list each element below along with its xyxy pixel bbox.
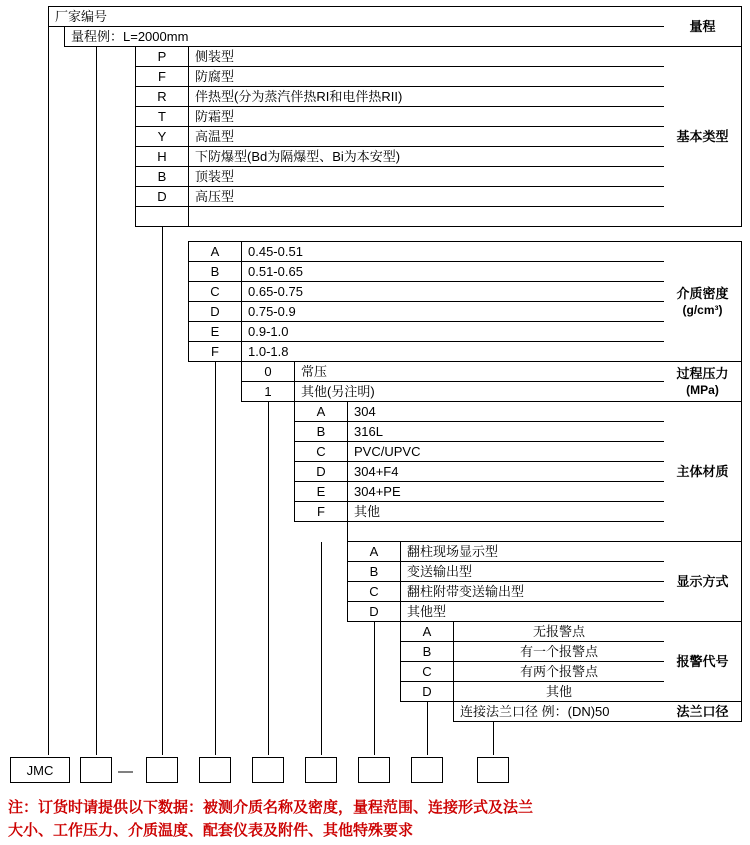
range-example-label: 量程例：L=2000mm xyxy=(71,29,189,44)
right-label-alarm xyxy=(664,621,742,702)
desc-text: 0.45-0.51 xyxy=(248,244,303,259)
code-material-A xyxy=(294,401,348,422)
code-text: D xyxy=(316,464,326,479)
right-label-range xyxy=(664,6,742,47)
code-text: E xyxy=(316,484,326,499)
right-label-text: 主体材质 xyxy=(676,464,729,479)
desc-display-D xyxy=(400,601,665,622)
desc-alarm-A xyxy=(453,621,665,642)
connector-line-alarm xyxy=(427,702,428,755)
code-text: P xyxy=(157,49,167,64)
code-text: D xyxy=(210,304,220,319)
model-separator xyxy=(118,764,133,779)
model-box-range[interactable] xyxy=(80,757,112,783)
code-text: B xyxy=(210,264,220,279)
right-label-pressure xyxy=(664,361,742,402)
right-label-text: 基本类型 xyxy=(676,129,729,144)
code-alarm-A xyxy=(400,621,454,642)
code-text: T xyxy=(158,109,166,124)
desc-material-F xyxy=(347,501,665,522)
desc-density-A xyxy=(241,241,665,262)
row-range-example xyxy=(64,26,665,47)
desc-text: 高温型 xyxy=(195,129,235,144)
desc-text: 其他 xyxy=(545,684,572,699)
connector-line-factory xyxy=(48,27,49,755)
code-display-A xyxy=(347,541,401,562)
code-density-C xyxy=(188,281,242,302)
range-label-text: 量程 xyxy=(689,19,716,34)
connector-line-material xyxy=(321,542,322,755)
desc-text: 顶装型 xyxy=(195,169,235,184)
desc-text: 翻柱附带变送输出型 xyxy=(407,584,525,599)
desc-text: 高压型 xyxy=(195,189,235,204)
code-basic-B xyxy=(135,166,189,187)
code-text: A xyxy=(210,244,220,259)
code-basic-R xyxy=(135,86,189,107)
right-label-display xyxy=(664,541,742,622)
code-basic-F xyxy=(135,66,189,87)
code-text: A xyxy=(369,544,379,559)
desc-alarm-D xyxy=(453,681,665,702)
desc-text: 侧装型 xyxy=(195,49,235,64)
factory-number-label: 厂家编号 xyxy=(55,9,108,24)
desc-text: 下防爆型(Bd为隔爆型、Bi为本安型) xyxy=(195,149,401,164)
code-material-E xyxy=(294,481,348,502)
desc-material-A xyxy=(347,401,665,422)
code-text: B xyxy=(316,424,326,439)
desc-density-C xyxy=(241,281,665,302)
model-prefix-box[interactable] xyxy=(10,757,70,783)
desc-material-C xyxy=(347,441,665,462)
desc-text: 其他型 xyxy=(407,604,447,619)
code-basic-H xyxy=(135,146,189,167)
code-density-E xyxy=(188,321,242,342)
code-text: C xyxy=(369,584,379,599)
code-text: C xyxy=(210,284,220,299)
desc-text: 304 xyxy=(354,404,376,419)
model-box-pressure[interactable] xyxy=(252,757,284,783)
desc-basic-D xyxy=(188,186,665,207)
model-box-density[interactable] xyxy=(199,757,231,783)
code-text: C xyxy=(422,664,432,679)
desc-flange xyxy=(453,701,665,722)
desc-density-B xyxy=(241,261,665,282)
code-text: B xyxy=(422,644,432,659)
order-note xyxy=(8,796,748,842)
connector-line-density xyxy=(215,362,216,755)
model-prefix-text: JMC xyxy=(26,762,54,778)
note-line-2: 大小、工作压力、介质温度、配套仪表及附件、其他特殊要求 xyxy=(8,822,414,839)
desc-basic-R xyxy=(188,86,665,107)
desc-alarm-C xyxy=(453,661,665,682)
code-text: H xyxy=(157,149,167,164)
code-material-C xyxy=(294,441,348,462)
desc-text: 304+F4 xyxy=(354,464,399,479)
code-basic-D xyxy=(135,186,189,207)
code-alarm-D xyxy=(400,681,454,702)
connector-line-flange xyxy=(493,722,494,755)
desc-text: 伴热型(分为蒸汽伴热RI和电伴热RII) xyxy=(195,89,403,104)
right-label-unit: (MPa) xyxy=(686,382,719,397)
right-label-text: 显示方式 xyxy=(676,574,729,589)
desc-text: 0.9-1.0 xyxy=(248,324,289,339)
desc-text: 304+PE xyxy=(354,484,401,499)
code-text: C xyxy=(316,444,326,459)
desc-display-C xyxy=(400,581,665,602)
desc-text: 0.65-0.75 xyxy=(248,284,303,299)
code-density-D xyxy=(188,301,242,322)
right-label-text: 法兰口径 xyxy=(676,704,729,719)
connector-line-pressure xyxy=(268,402,269,755)
code-text: Y xyxy=(157,129,167,144)
code-text: D xyxy=(157,189,167,204)
desc-basic-P xyxy=(188,46,665,67)
connector-line-display xyxy=(374,622,375,755)
desc-text: 防霜型 xyxy=(195,109,235,124)
desc-text: 0.75-0.9 xyxy=(248,304,296,319)
code-text: D xyxy=(422,684,432,699)
desc-basic-Y xyxy=(188,126,665,147)
desc-density-F xyxy=(241,341,665,362)
model-box-basic-type[interactable] xyxy=(146,757,178,783)
code-alarm-C xyxy=(400,661,454,682)
code-text: 0 xyxy=(264,364,272,379)
right-label-material xyxy=(664,401,742,542)
desc-basic-blank xyxy=(188,206,665,227)
code-density-A xyxy=(188,241,242,262)
code-density-B xyxy=(188,261,242,282)
desc-text: 1.0-1.8 xyxy=(248,344,289,359)
model-box-display[interactable] xyxy=(358,757,390,783)
code-basic-blank xyxy=(135,206,189,227)
right-label-flange xyxy=(664,701,742,722)
desc-text: 其他(另注明) xyxy=(301,384,375,399)
right-label-unit: (g/cm³) xyxy=(682,302,723,317)
model-box-flange[interactable] xyxy=(477,757,509,783)
connector-line-basic xyxy=(162,227,163,755)
desc-text: 常压 xyxy=(301,364,328,379)
code-text: F xyxy=(158,69,166,84)
desc-basic-B xyxy=(188,166,665,187)
desc-material-E xyxy=(347,481,665,502)
desc-display-B xyxy=(400,561,665,582)
row-factory-number xyxy=(48,6,665,27)
right-label-density xyxy=(664,241,742,362)
code-text: R xyxy=(157,89,167,104)
code-text: A xyxy=(422,624,432,639)
desc-alarm-B xyxy=(453,641,665,662)
code-text: F xyxy=(317,504,325,519)
code-material-D xyxy=(294,461,348,482)
right-label-text: 过程压力 xyxy=(676,365,729,381)
right-label-text: 介质密度 xyxy=(676,285,729,301)
desc-text: 有一个报警点 xyxy=(519,644,598,659)
code-text: 1 xyxy=(264,384,272,399)
code-text: D xyxy=(369,604,379,619)
desc-text: 连接法兰口径 例：(DN)50 xyxy=(460,704,610,719)
desc-pressure-0 xyxy=(294,361,665,382)
desc-basic-T xyxy=(188,106,665,127)
desc-density-D xyxy=(241,301,665,322)
desc-material-D xyxy=(347,461,665,482)
model-box-alarm[interactable] xyxy=(411,757,443,783)
note-line-1: 注：订货时请提供以下数据：被测介质名称及密度，量程范围、连接形式及法兰 xyxy=(8,799,534,816)
code-display-B xyxy=(347,561,401,582)
code-text: B xyxy=(369,564,379,579)
code-display-D xyxy=(347,601,401,622)
desc-display-A xyxy=(400,541,665,562)
desc-basic-H xyxy=(188,146,665,167)
code-pressure-1 xyxy=(241,381,295,402)
desc-pressure-1 xyxy=(294,381,665,402)
code-text: E xyxy=(210,324,220,339)
desc-text: 有两个报警点 xyxy=(519,664,598,679)
model-box-material[interactable] xyxy=(305,757,337,783)
code-density-F xyxy=(188,341,242,362)
desc-density-E xyxy=(241,321,665,342)
desc-text: 无报警点 xyxy=(532,624,585,639)
right-label-text: 报警代号 xyxy=(676,654,729,669)
desc-text: PVC/UPVC xyxy=(354,444,421,459)
code-material-F xyxy=(294,501,348,522)
code-basic-Y xyxy=(135,126,189,147)
right-label-basic-type xyxy=(664,46,742,227)
separator-text: — xyxy=(118,763,133,780)
code-text: B xyxy=(157,169,167,184)
desc-text: 其他 xyxy=(354,504,381,519)
desc-text: 316L xyxy=(354,424,383,439)
code-pressure-0 xyxy=(241,361,295,382)
code-text: F xyxy=(211,344,219,359)
code-alarm-B xyxy=(400,641,454,662)
code-text: A xyxy=(316,404,326,419)
desc-material-blank xyxy=(347,521,665,542)
desc-text: 翻柱现场显示型 xyxy=(407,544,499,559)
desc-text: 变送输出型 xyxy=(407,564,473,579)
code-basic-T xyxy=(135,106,189,127)
code-material-B xyxy=(294,421,348,442)
code-basic-P xyxy=(135,46,189,67)
code-display-C xyxy=(347,581,401,602)
connector-line-range xyxy=(96,47,97,755)
desc-text: 防腐型 xyxy=(195,69,235,84)
desc-text: 0.51-0.65 xyxy=(248,264,303,279)
desc-basic-F xyxy=(188,66,665,87)
desc-material-B xyxy=(347,421,665,442)
